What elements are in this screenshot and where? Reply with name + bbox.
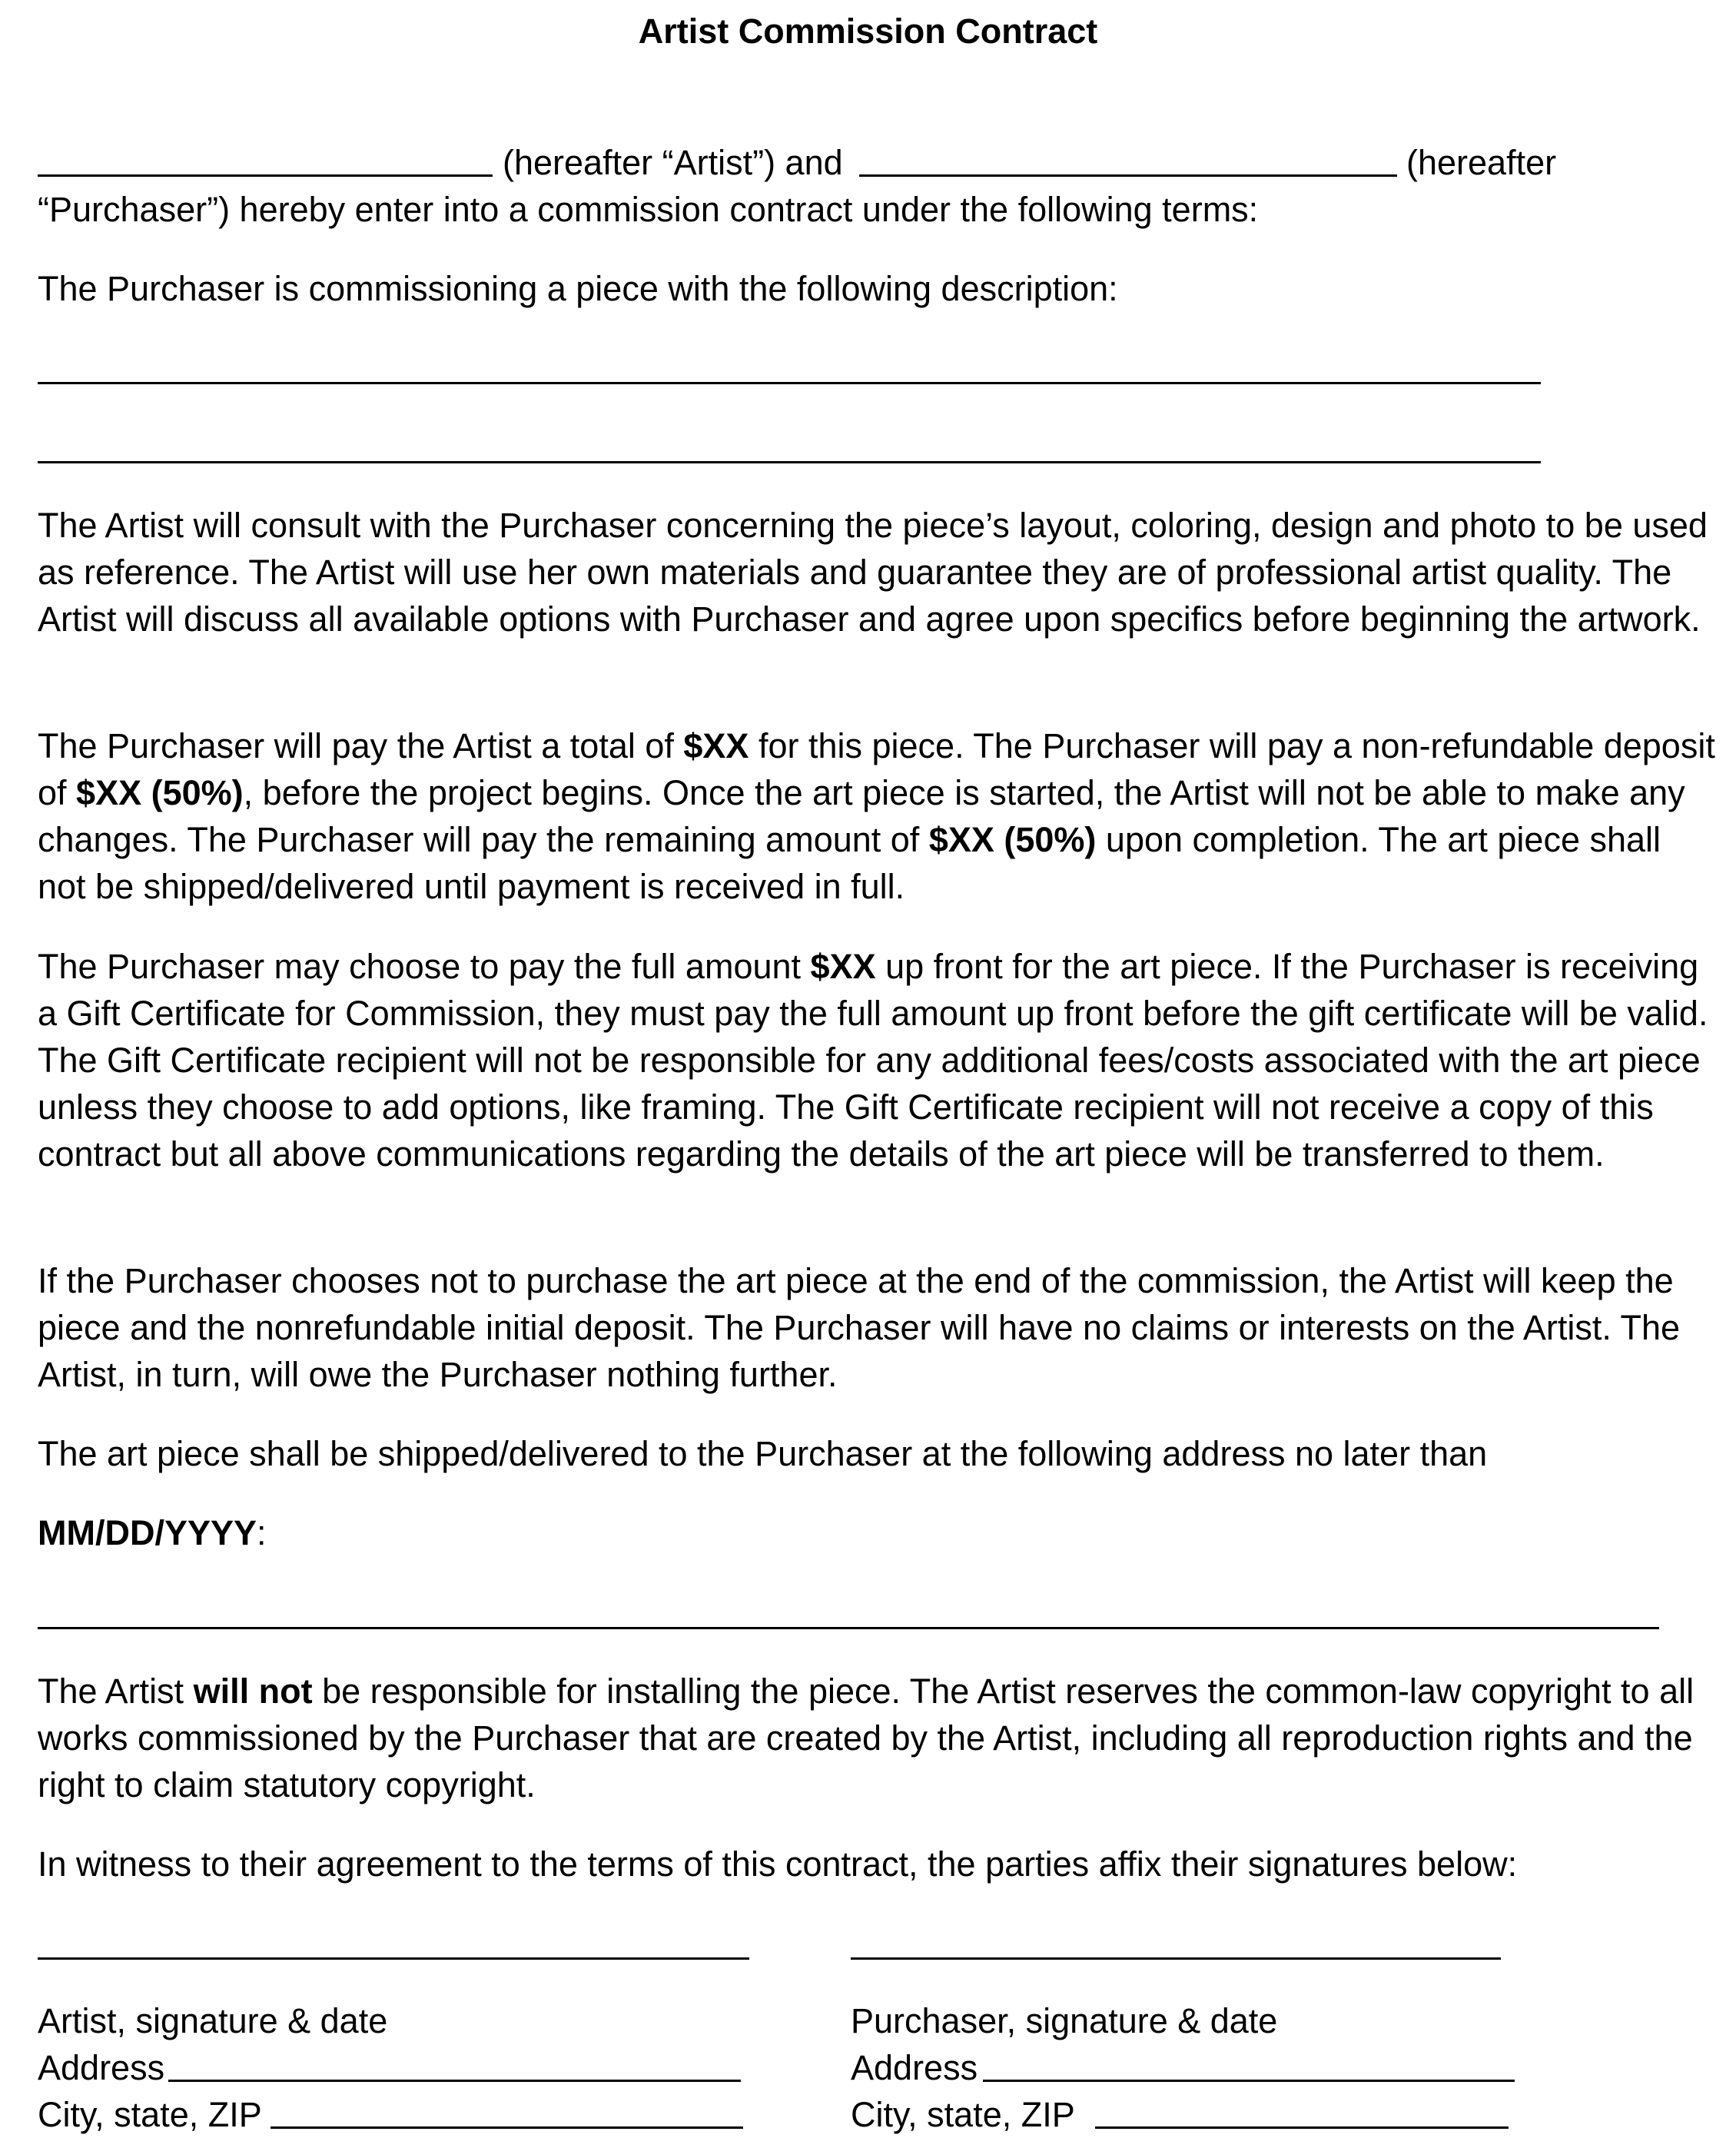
artist-reference-text: (hereafter “Artist”) and	[503, 143, 843, 182]
payment-paragraph: The Purchaser will pay the Artist a total of $XX for this piece. The Purchaser will pay a non-refundable deposit of $XX (50%), before the project begins. Once the art piece is started, the Artist will not be able to make any changes. The Purchaser will pay the remaining amount of $XX (50%) upon completion. The art piece shall not be shipped/delivered until payment is received in full.	[38, 726, 1715, 906]
artist-city-blank[interactable]	[271, 2126, 743, 2129]
address-blank[interactable]	[38, 1627, 1659, 1629]
shipping-paragraph: The art piece shall be shipped/delivered to the Purchaser at the following address no later than	[38, 1434, 1488, 1473]
date-label: MM/DD/YYYY:	[38, 1513, 267, 1552]
consult-paragraph: The Artist will consult with the Purchaser concerning the piece’s layout, coloring, design and photo to be used as reference. The Artist will use her own materials and guarantee they are of professional artist quality. The Artist will discuss all available options with Purchaser and agree upon specifics before beginning the artwork.	[38, 506, 1708, 639]
witness-paragraph: In witness to their agreement to the terms of this contract, the parties affix their signatures below:	[38, 1844, 1518, 1884]
artist-signature-line[interactable]	[38, 1957, 749, 1960]
purchaser-reference-text: “Purchaser”) hereby enter into a commission contract under the following terms:	[38, 190, 1259, 229]
install-paragraph: The Artist will not be responsible for installing the piece. The Artist reserves the common-law copyright to all works commissioned by the Purchaser that are created by the Artist, including all reproduction rights and the right to claim statutory copyright.	[38, 1672, 1695, 1804]
artist-signature-label: Artist, signature & date	[38, 2001, 388, 2040]
description-blank-2[interactable]	[38, 461, 1541, 463]
full-amount-paragraph: The Purchaser may choose to pay the full amount $XX up front for the art piece. If the Purchaser is receiving a Gift Certificate for Commission, they must pay the full amount up front before the gift certificate will be valid. The Gift Certificate recipient will not be responsible for any additional fees/costs associated with the art piece unless they choose to add options, like framing. The Gift Certificate recipient will not receive a copy of this contract but all above communications regarding the details of the art piece will be transferred to them.	[38, 947, 1708, 1174]
artist-address-blank[interactable]	[168, 2080, 741, 2082]
purchaser-signature-label: Purchaser, signature & date	[851, 2001, 1278, 2040]
description-prompt: The Purchaser is commissioning a piece with the following description:	[38, 269, 1118, 308]
purchaser-city-label: City, state, ZIP	[851, 2095, 1075, 2134]
purchaser-address-label: Address	[851, 2048, 978, 2087]
not-purchase-paragraph: If the Purchaser chooses not to purchase the art piece at the end of the commission, the Artist will keep the piece and the nonrefundable initial deposit. The Purchaser will have no claims or interests on the Artist. The Artist, in turn, will owe the Purchaser nothing further.	[38, 1261, 1681, 1394]
hereafter-text: (hereafter	[1406, 143, 1557, 182]
purchaser-signature-line[interactable]	[851, 1957, 1501, 1960]
purchaser-address-blank[interactable]	[983, 2080, 1515, 2082]
purchaser-city-blank[interactable]	[1095, 2126, 1509, 2129]
purchaser-name-blank[interactable]	[859, 174, 1397, 177]
artist-city-label: City, state, ZIP	[38, 2095, 262, 2134]
description-blank-1[interactable]	[38, 382, 1541, 384]
artist-name-blank[interactable]	[38, 174, 493, 177]
artist-address-label: Address	[38, 2048, 165, 2087]
document-title: Artist Commission Contract	[638, 12, 1098, 51]
